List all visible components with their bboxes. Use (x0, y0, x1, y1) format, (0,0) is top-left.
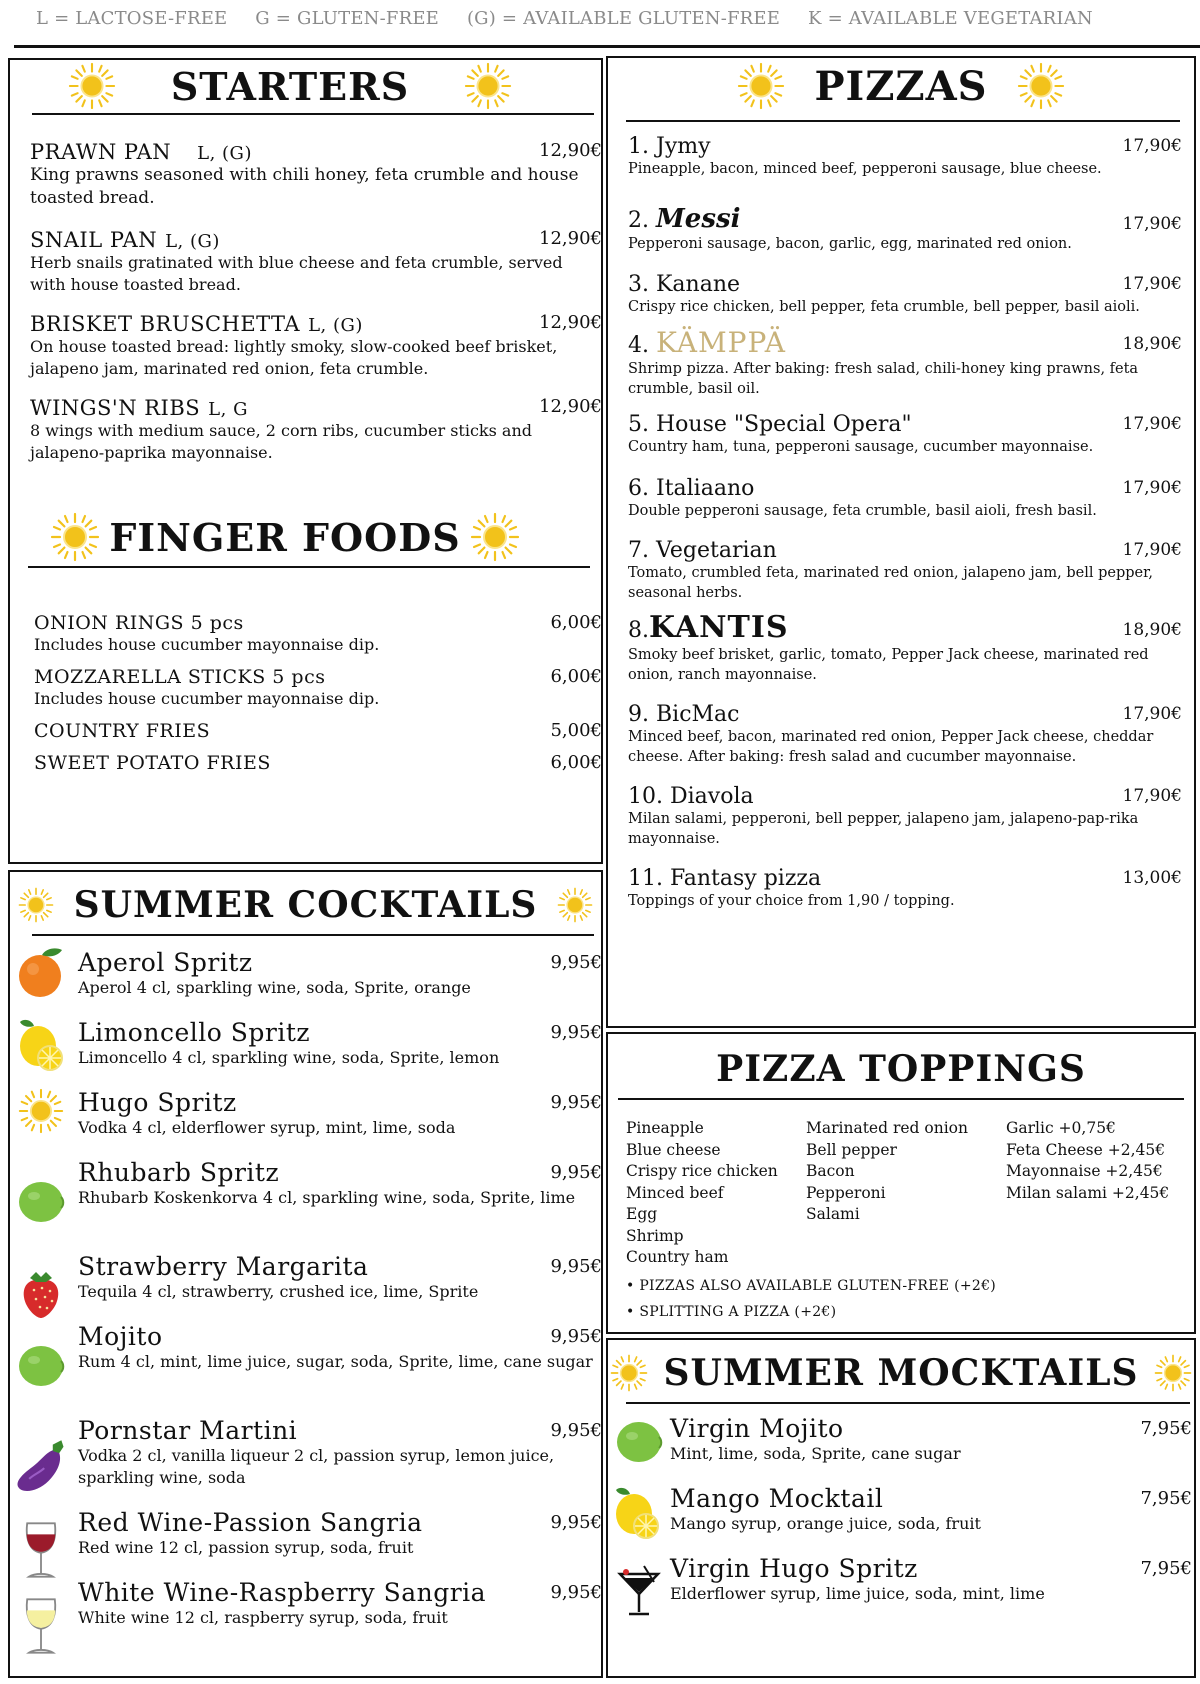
topping-item: Country ham (626, 1248, 729, 1266)
sun-icon (68, 62, 116, 110)
cocktail-name: Hugo Spritz (78, 1088, 237, 1117)
topping-item: Bell pepper (806, 1140, 897, 1159)
mocktails-heading (608, 1352, 1194, 1394)
sun-icon (1154, 1354, 1192, 1392)
eggplant-icon (14, 1436, 68, 1496)
mocktail-name: Virgin Hugo Spritz (670, 1554, 918, 1583)
pizza-number: 6. (628, 476, 649, 501)
sun-icon (18, 1088, 64, 1134)
cocktail-desc: Vodka 2 cl, vanilla liqueur 2 cl, passion syrup, lemon juice, sparkling wine, soda (78, 1446, 555, 1487)
cocktail-item (78, 1018, 602, 1069)
orange-icon (16, 944, 66, 1000)
finger-food-name: COUNTRY FRIES (34, 720, 211, 742)
pizza-number: 11. (628, 866, 663, 891)
topping-item: Minced beef (626, 1183, 724, 1202)
starter-desc: Herb snails gratinated with blue cheese and feta crumble, served with house toasted bread. (30, 253, 563, 294)
pizza-desc: Pepperoni sausage, bacon, garlic, egg, marinated red onion. (628, 236, 1072, 252)
starter-name: BRISKET BRUSCHETTA (30, 312, 301, 336)
pizza-name: Jymy (656, 134, 711, 159)
pizza-item (628, 610, 1182, 685)
pizzas-rule (626, 120, 1180, 122)
topping-item: Mayonnaise +2,45€ (1006, 1162, 1163, 1180)
starters-rule (32, 113, 594, 115)
cocktail-item (78, 1416, 602, 1489)
cocktail-name: Aperol Spritz (78, 948, 253, 977)
starter-price: 12,90€ (539, 312, 602, 333)
cocktail-name: Limoncello Spritz (78, 1018, 311, 1047)
pizza-price: 17,90€ (1122, 274, 1182, 294)
finger-food-item (34, 720, 602, 742)
pizza-item (628, 204, 1182, 254)
starter-price: 12,90€ (539, 140, 602, 161)
cocktails-heading (10, 884, 601, 926)
finger-food-desc: Includes house cucumber mayonnaise dip. (34, 689, 380, 708)
mocktail-name: Mango Mocktail (670, 1484, 884, 1513)
finger-food-desc: Includes house cucumber mayonnaise dip. (34, 635, 380, 654)
pizza-name: Fantasy pizza (670, 866, 822, 891)
pizzas-panel (606, 56, 1196, 1028)
top-divider (14, 45, 1200, 48)
pizza-price: 17,90€ (1122, 478, 1182, 498)
pizza-desc: Crispy rice chicken, bell pepper, feta crumble, bell pepper, basil aioli. (628, 299, 1140, 315)
cocktail-price: 9,95€ (550, 1256, 602, 1277)
starters-heading (10, 62, 570, 110)
starter-tags: L, (G) (308, 315, 363, 336)
toppings-title: PIZZA TOPPINGS (716, 1048, 1086, 1090)
sun-icon (50, 512, 100, 562)
pizza-name: Italiaano (656, 476, 755, 501)
pizza-price: 18,90€ (1122, 334, 1182, 354)
starter-tags: L, (G) (165, 231, 220, 252)
pizza-item (628, 134, 1182, 179)
finger-food-item (34, 752, 602, 774)
white-wine-glass-icon (18, 1594, 64, 1658)
pizza-desc: Tomato, crumbled feta, marinated red onion, jalapeno jam, bell pepper, seasonal herbs. (628, 565, 1154, 601)
toppings-column-2 (806, 1118, 968, 1226)
starter-item (30, 396, 602, 464)
lemon-icon (612, 1484, 662, 1540)
starter-tags: L, (G) (197, 143, 252, 164)
finger-foods-heading (10, 512, 560, 562)
pizza-number: 3. (628, 272, 649, 297)
topping-item: Blue cheese (626, 1140, 721, 1159)
topping-item: Garlic +0,75€ (1006, 1119, 1116, 1137)
starter-tags: L, G (208, 399, 248, 420)
sun-icon (18, 887, 54, 923)
pizza-desc: Milan salami, pepperoni, bell pepper, jalapeno jam, jalapeno-pap-rika mayonnaise. (628, 811, 1139, 847)
cocktail-item (78, 1322, 602, 1373)
mocktail-item (670, 1414, 1192, 1465)
lime-icon (16, 1172, 66, 1228)
cocktail-item (78, 1252, 602, 1303)
pizza-item (628, 476, 1182, 521)
pizza-desc: Shrimp pizza. After baking: fresh salad, chili-honey king prawns, feta crumble, basil oil. (628, 361, 1139, 397)
cocktail-name: Rhubarb Spritz (78, 1158, 280, 1187)
red-wine-glass-icon (18, 1518, 64, 1582)
topping-item: Feta Cheese +2,45€ (1006, 1140, 1166, 1159)
pizzas-heading (608, 62, 1194, 110)
mocktails-rule (626, 1402, 1190, 1404)
cocktails-panel (8, 870, 603, 1678)
cocktail-item (78, 1508, 602, 1559)
mocktails-panel (606, 1338, 1196, 1678)
pizza-number: 7. (628, 538, 649, 563)
pizza-price: 17,90€ (1122, 136, 1182, 156)
sun-icon (464, 62, 512, 110)
cocktail-price: 9,95€ (550, 1326, 602, 1347)
cocktail-desc: Aperol 4 cl, sparkling wine, soda, Sprite, orange (78, 978, 471, 997)
mocktail-desc: Mango syrup, orange juice, soda, fruit (670, 1514, 981, 1533)
sun-icon (737, 62, 785, 110)
dietary-legend (36, 8, 1186, 38)
toppings-column-1 (626, 1118, 778, 1269)
mocktail-desc: Mint, lime, soda, Sprite, cane sugar (670, 1444, 961, 1463)
pizza-item (628, 784, 1182, 849)
pizza-name: KANTIS (649, 610, 789, 645)
mocktail-price: 7,95€ (1140, 1558, 1192, 1579)
mocktail-item (670, 1554, 1192, 1605)
starter-price: 12,90€ (539, 396, 602, 417)
cocktail-item (78, 1088, 602, 1139)
pizza-price: 17,90€ (1122, 214, 1182, 234)
legend-available-vegetarian: K = AVAILABLE VEGETARIAN (808, 8, 1093, 29)
pizza-name: Diavola (670, 784, 754, 809)
pizza-price: 13,00€ (1122, 868, 1182, 888)
legend-gluten-free: G = GLUTEN-FREE (255, 8, 440, 29)
starter-name: WINGS'N RIBS (30, 396, 201, 420)
cocktail-desc: Vodka 4 cl, elderflower syrup, mint, lime, soda (78, 1118, 456, 1137)
pizza-price: 17,90€ (1122, 540, 1182, 560)
starter-item (30, 140, 602, 210)
pizza-name: Messi (656, 204, 741, 234)
topping-item: Milan salami +2,45€ (1006, 1183, 1170, 1202)
mocktail-name: Virgin Mojito (670, 1414, 844, 1443)
starter-name: PRAWN PAN (30, 140, 172, 164)
finger-food-name: ONION RINGS 5 pcs (34, 612, 244, 634)
pizza-price: 17,90€ (1122, 704, 1182, 724)
finger-food-name: SWEET POTATO FRIES (34, 752, 271, 774)
sun-icon (557, 887, 593, 923)
sun-icon (470, 512, 520, 562)
cocktail-desc: Rhubarb Koskenkorva 4 cl, sparkling wine, soda, Sprite, lime (78, 1188, 576, 1207)
pizza-desc: Country ham, tuna, pepperoni sausage, cucumber mayonnaise. (628, 439, 1094, 455)
pizza-desc: Double pepperoni sausage, feta crumble, basil aioli, fresh basil. (628, 503, 1097, 519)
pizza-desc: Smoky beef brisket, garlic, tomato, Pepper Jack cheese, marinated red onion, ranch mayonnaise. (628, 647, 1149, 683)
toppings-heading (608, 1048, 1194, 1090)
cocktail-price: 9,95€ (550, 1582, 602, 1603)
pizza-name: House "Special Opera" (656, 412, 912, 437)
gluten-free-note: • PIZZAS ALSO AVAILABLE GLUTEN-FREE (+2€) (626, 1278, 997, 1294)
finger-food-price: 6,00€ (550, 666, 602, 687)
cocktail-name: Mojito (78, 1322, 163, 1351)
pizza-price: 17,90€ (1122, 786, 1182, 806)
toppings-column-3 (1006, 1118, 1169, 1204)
cocktail-desc: Rum 4 cl, mint, lime juice, sugar, soda, Sprite, lime, cane sugar (78, 1352, 593, 1371)
cocktails-title: SUMMER COCKTAILS (73, 884, 538, 926)
cocktail-name: Strawberry Margarita (78, 1252, 369, 1281)
cocktail-name: Red Wine-Passion Sangria (78, 1508, 423, 1537)
topping-item: Salami (806, 1205, 860, 1223)
finger-food-name: MOZZARELLA STICKS 5 pcs (34, 666, 326, 688)
finger-food-price: 5,00€ (550, 720, 602, 741)
sun-icon (1017, 62, 1065, 110)
mocktail-item (670, 1484, 1192, 1535)
topping-item: Egg (626, 1205, 658, 1223)
pizza-price: 18,90€ (1122, 620, 1182, 640)
cocktail-name: Pornstar Martini (78, 1416, 298, 1445)
pizza-name: Kanane (656, 272, 741, 297)
mocktail-desc: Elderflower syrup, lime juice, soda, mint, lime (670, 1584, 1045, 1603)
pizza-number: 10. (628, 784, 663, 809)
pizza-number: 5. (628, 412, 649, 437)
sun-icon (610, 1354, 648, 1392)
pizza-number: 2. (628, 208, 649, 233)
pizza-desc: Minced beef, bacon, marinated red onion, Pepper Jack cheese, cheddar cheese. After baking: fresh salad and cucumber mayonnaise. (628, 729, 1154, 765)
mocktail-price: 7,95€ (1140, 1418, 1192, 1439)
cocktails-rule (32, 934, 594, 936)
pizza-number: 9. (628, 702, 649, 727)
starter-desc: On house toasted bread: lightly smoky, slow-cooked beef brisket, jalapeno jam, marinated red onion, feta crumble. (30, 337, 558, 378)
pizza-name: Vegetarian (656, 538, 777, 563)
mocktail-price: 7,95€ (1140, 1488, 1192, 1509)
lemon-icon (16, 1016, 66, 1072)
pizza-number: 1. (628, 134, 649, 159)
pizza-name: KÄMPPÄ (656, 326, 787, 359)
starter-item (30, 312, 602, 380)
pizza-item (628, 702, 1182, 767)
finger-food-price: 6,00€ (550, 752, 602, 773)
cocktail-glass-icon (614, 1562, 664, 1618)
pizza-desc: Pineapple, bacon, minced beef, pepperoni sausage, blue cheese. (628, 161, 1102, 177)
cocktail-desc: Tequila 4 cl, strawberry, crushed ice, lime, Sprite (78, 1282, 479, 1301)
starter-desc: King prawns seasoned with chili honey, feta crumble and house toasted bread. (30, 165, 579, 208)
topping-item: Marinated red onion (806, 1119, 968, 1137)
starter-desc: 8 wings with medium sauce, 2 corn ribs, cucumber sticks and jalapeno-paprika mayonnaise. (30, 421, 533, 462)
finger-food-item (34, 666, 602, 710)
finger-food-price: 6,00€ (550, 612, 602, 633)
starter-item (30, 228, 602, 296)
pizza-item (628, 272, 1182, 317)
lime-icon (16, 1336, 66, 1392)
cocktail-item (78, 1578, 602, 1629)
pizza-item (628, 326, 1182, 399)
cocktail-item (78, 948, 602, 999)
pizza-number: 4. (628, 333, 649, 358)
cocktail-item (78, 1158, 602, 1209)
legend-available-gluten-free: (G) = AVAILABLE GLUTEN-FREE (466, 8, 781, 29)
cocktail-price: 9,95€ (550, 952, 602, 973)
pizza-number: 8. (628, 618, 649, 643)
pizza-item (628, 866, 1182, 911)
topping-item: Bacon (806, 1162, 855, 1180)
starter-price: 12,90€ (539, 228, 602, 249)
mocktails-title: SUMMER MOCKTAILS (663, 1352, 1139, 1394)
starters-title: STARTERS (170, 63, 410, 109)
split-pizza-note: • SPLITTING A PIZZA (+2€) (626, 1304, 837, 1320)
pizza-desc: Toppings of your choice from 1,90 / topping. (628, 893, 955, 909)
toppings-panel (606, 1032, 1196, 1334)
topping-item: Crispy rice chicken (626, 1162, 778, 1180)
starter-name: SNAIL PAN (30, 228, 158, 252)
toppings-rule (618, 1098, 1184, 1100)
cocktail-price: 9,95€ (550, 1420, 602, 1441)
pizza-item (628, 412, 1182, 457)
pizzas-title: PIZZAS (814, 62, 988, 110)
cocktail-desc: Limoncello 4 cl, sparkling wine, soda, Sprite, lemon (78, 1048, 500, 1067)
finger-food-item (34, 612, 602, 656)
cocktail-desc: White wine 12 cl, raspberry syrup, soda, fruit (78, 1608, 448, 1627)
cocktail-price: 9,95€ (550, 1162, 602, 1183)
lime-icon (614, 1412, 664, 1468)
strawberry-icon (16, 1264, 66, 1320)
pizza-name: BicMac (656, 702, 740, 727)
pizza-price: 17,90€ (1122, 414, 1182, 434)
topping-item: Pineapple (626, 1119, 704, 1137)
cocktail-price: 9,95€ (550, 1092, 602, 1113)
topping-item: Shrimp (626, 1226, 684, 1245)
legend-lactose-free: L = LACTOSE-FREE (36, 8, 228, 29)
starters-panel (8, 58, 603, 864)
cocktail-price: 9,95€ (550, 1512, 602, 1533)
pizza-item (628, 538, 1182, 603)
finger-foods-title: FINGER FOODS (109, 514, 461, 560)
finger-foods-rule (28, 566, 590, 568)
cocktail-price: 9,95€ (550, 1022, 602, 1043)
cocktail-desc: Red wine 12 cl, passion syrup, soda, fruit (78, 1538, 414, 1557)
topping-item: Pepperoni (806, 1183, 886, 1202)
cocktail-name: White Wine-Raspberry Sangria (78, 1578, 487, 1607)
